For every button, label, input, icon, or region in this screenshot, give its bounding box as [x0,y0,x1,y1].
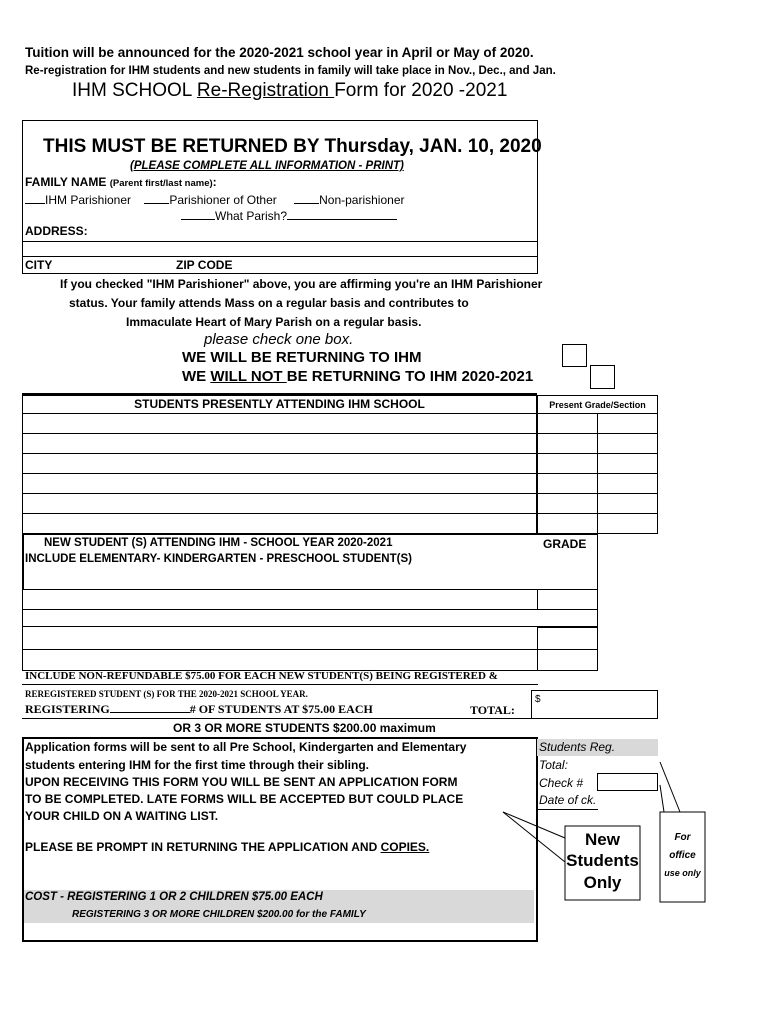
cost-line-2: REGISTERING 3 OR MORE CHILDREN $200.00 for the FAMILY [72,909,366,920]
dollar-sign: $ [535,694,541,705]
total-label: TOTAL: [470,703,515,717]
info-line-3: UPON RECEIVING THIS FORM YOU WILL BE SENT AN APPLICATION FORM [25,775,458,789]
callout-new: New [585,830,620,849]
zip-label: ZIP CODE [176,258,233,272]
present-grade-title: Present Grade/Section [549,400,646,410]
tuition-notice: Tuition will be announced for the 2020-2021 school year in April or May of 2020. [25,45,534,60]
returning-option: WE WILL BE RETURNING TO IHM [182,349,422,366]
new-students-subtitle: INCLUDE ELEMENTARY- KINDERGARTEN - PRESCHOOL STUDENT(S) [25,553,412,565]
office-use-for: For [674,832,691,843]
form-title: IHM SCHOOL Re-Registration Form for 2020 -2021 [72,80,508,101]
fee-note-line-1: INCLUDE NON-REFUNDABLE $75.00 FOR EACH NEW STUDENT(S) BEING REGISTERED & [25,670,498,682]
print-instruction: (PLEASE COMPLETE ALL INFORMATION - PRINT) [130,160,404,172]
max-fee-note: OR 3 OR MORE STUDENTS $200.00 maximum [173,721,436,735]
info-line-2: students entering IHM for the first time through their sibling. [25,758,370,772]
new-students-title: NEW STUDENT (S) ATTENDING IHM - SCHOOL YEAR 2020-2021 [44,537,393,549]
fee-note-line-2: REREGISTERED STUDENT (S) FOR THE 2020-2021 SCHOOL YEAR. [25,689,308,699]
prompt-note: PLEASE BE PROMPT IN RETURNING THE APPLICATION AND COPIES. [25,840,430,854]
check-number-label: Check # [539,776,584,790]
non-parishioner-label: Non-parishioner [319,193,405,207]
registering-count-field: REGISTERING # OF STUDENTS AT $75.00 EACH [25,702,373,716]
affirm-line-3: Immaculate Heart of Mary Parish on a regular basis. [126,315,422,329]
not-returning-option: WE WILL NOT BE RETURNING TO IHM 2020-2021 [182,368,534,385]
cost-line-1: COST - REGISTERING 1 OR 2 CHILDREN $75.00 EACH [25,891,323,903]
address-label: ADDRESS: [25,224,88,238]
city-label: CITY [25,258,53,272]
reregistration-notice: Re-registration for IHM students and new students in family will take place in Nov., Dec., and Jan. [25,65,556,77]
office-total-label: Total: [539,758,568,772]
callout-students: Students [566,851,639,870]
other-parish-label: Parishioner of Other [169,193,277,207]
affirm-line-2: status. Your family attends Mass on a regular basis and contributes to [69,296,469,310]
new-students-callout-pointer [503,812,565,862]
office-use-callout-pointer [660,762,680,812]
return-deadline: THIS MUST BE RETURNED BY Thursday, JAN. 10, 2020 [43,136,542,157]
office-use-only: use only [664,868,701,878]
info-line-1: Application forms will be sent to all Pre School, Kindergarten and Elementary [25,740,467,754]
callout-only: Only [583,873,622,892]
current-students-title: STUDENTS PRESENTLY ATTENDING IHM SCHOOL [134,397,425,411]
family-name-field[interactable]: FAMILY NAME (Parent first/last name): [25,175,217,189]
check-one-instruction: please check one box. [204,331,354,348]
new-grade-title: GRADE [543,537,587,551]
affirm-line-1: If you checked "IHM Parishioner" above, you are affirming you're an IHM Parishioner [60,277,543,291]
info-line-5: YOUR CHILD ON A WAITING LIST. [25,809,219,823]
info-line-4: TO BE COMPLETED. LATE FORMS WILL BE ACCEPTED BUT COULD PLACE [25,792,464,806]
office-use-office: office [669,850,696,861]
what-parish-field: What Parish? [181,209,397,223]
ihm-parishioner-label: IHM Parishioner [45,193,132,207]
check-date-label: Date of ck. [539,793,597,807]
students-reg-label: Students Reg. [539,740,616,754]
